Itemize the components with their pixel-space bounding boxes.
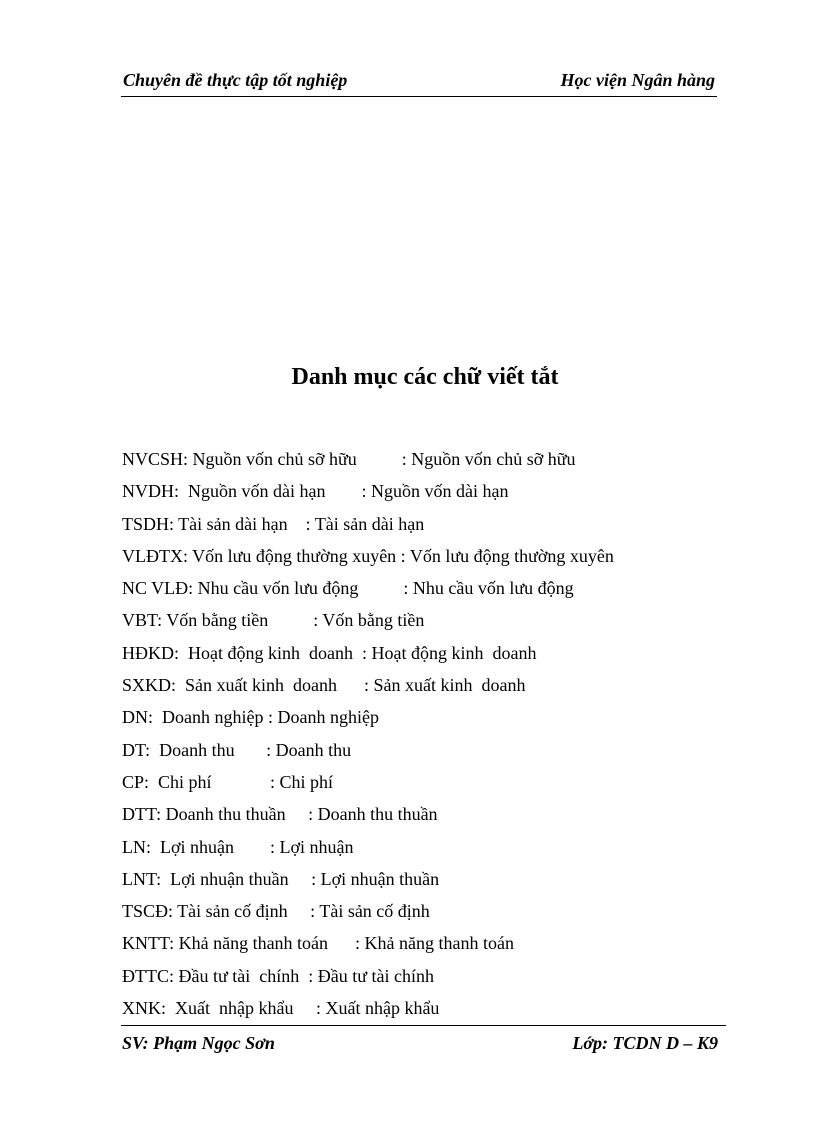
abbreviation-item: TSCĐ: Tài sản cố định : Tài sản cố định — [122, 901, 430, 922]
header-institution: Học viện Ngân hàng — [560, 70, 715, 90]
abbreviation-item: LNT: Lợi nhuận thuần : Lợi nhuận thuần — [122, 868, 440, 889]
footer-student-name: SV: Phạm Ngọc Sơn — [122, 1033, 275, 1053]
footer-class-code: Lớp: TCDN D – K9 — [572, 1033, 718, 1053]
abbreviation-item: VLĐTX: Vốn lưu động thường xuyên : Vốn lưu động thường xuyên — [122, 545, 614, 566]
abbreviation-item: DTT: Doanh thu thuần : Doanh thu thuần — [122, 804, 438, 825]
abbreviation-item: DN: Doanh nghiệp : Doanh nghiệp — [122, 707, 379, 728]
abbreviation-item: DT: Doanh thu : Doanh thu — [122, 739, 352, 760]
abbreviation-item: KNTT: Khả năng thanh toán : Khả năng thanh toán — [122, 933, 515, 954]
abbreviation-item: TSDH: Tài sản dài hạn : Tài sản dài hạn — [122, 513, 425, 534]
abbreviation-item: SXKD: Sản xuất kinh doanh : Sản xuất kinh doanh — [122, 675, 526, 696]
abbreviation-item: CP: Chi phí : Chi phí — [122, 771, 334, 792]
page-header — [121, 66, 717, 97]
abbreviation-item: NVDH: Nguồn vốn dài hạn : Nguồn vốn dài hạn — [122, 481, 509, 502]
page-footer — [121, 1025, 726, 1058]
abbreviation-item: NC VLĐ: Nhu cầu vốn lưu động : Nhu cầu vốn lưu động — [122, 578, 574, 599]
abbreviation-item: VBT: Vốn bằng tiền : Vốn bằng tiền — [122, 610, 425, 631]
abbreviation-item: LN: Lợi nhuận : Lợi nhuận — [122, 836, 354, 857]
abbreviation-item: HĐKD: Hoạt động kinh doanh : Hoạt động kinh doanh — [122, 642, 537, 663]
abbreviation-item: ĐTTC: Đầu tư tài chính : Đầu tư tài chính — [122, 965, 434, 986]
abbreviation-item: XNK: Xuất nhập khẩu : Xuất nhập khẩu — [122, 998, 440, 1019]
abbreviation-item: NVCSH: Nguồn vốn chủ sỡ hữu : Nguồn vốn chủ sỡ hữu — [122, 449, 576, 469]
abbreviation-list — [122, 447, 614, 1028]
page-title: Danh mục các chữ viết tắt — [291, 364, 559, 390]
header-document-type: Chuyên đề thực tập tốt nghiệp — [123, 70, 348, 90]
